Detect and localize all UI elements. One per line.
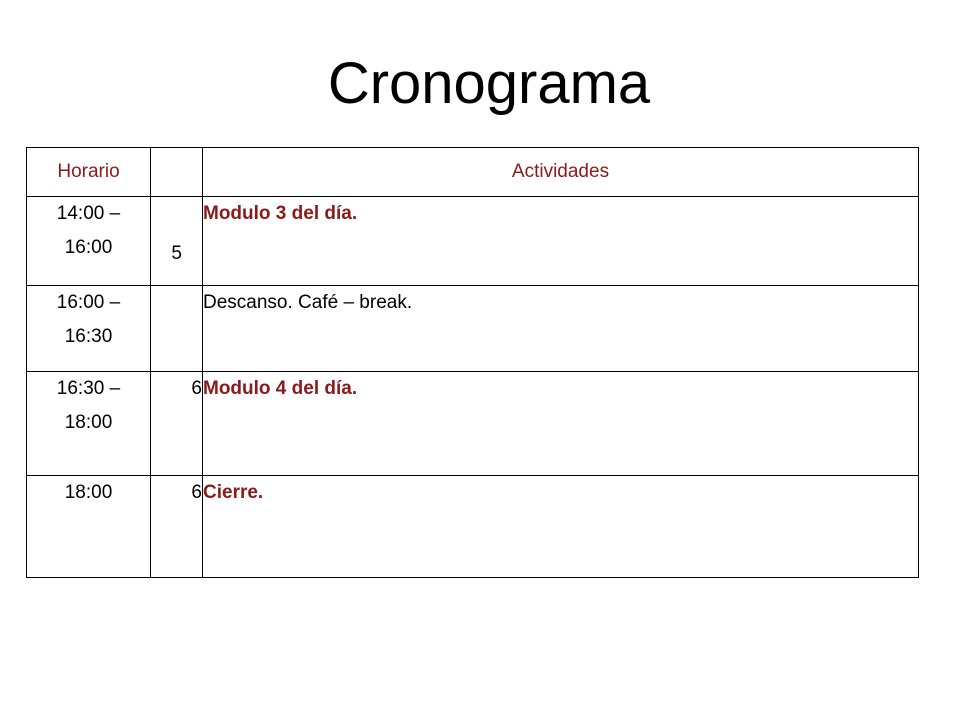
table-row [27,197,919,286]
time-end: 16:00 [64,237,113,258]
time-end: 18:00 [64,412,113,433]
activity-text: Cierre. [203,482,264,503]
day-cell [151,372,203,476]
activity-cell [203,372,919,476]
header-horario: Horario [27,148,151,197]
table-row [27,476,919,578]
day-number: 6 [191,482,202,503]
time-start: 14:00 – [56,203,121,224]
activity-cell [203,286,919,372]
table-row [27,286,919,372]
time-cell [27,197,151,286]
day-number: 6 [191,378,202,399]
table-header-row [27,148,919,197]
header-day [151,148,203,197]
table-row [27,372,919,476]
day-cell [151,476,203,578]
time-start: 16:00 – [56,292,121,313]
activity-text: Descanso. Café – break. [203,292,413,313]
schedule-table [26,147,919,578]
day-cell [151,197,203,286]
activity-cell [203,476,919,578]
time-cell [27,476,151,578]
day-cell [151,286,203,372]
header-actividades: Actividades [203,148,919,197]
page-title: Cronograma [327,51,651,116]
activity-text: Modulo 4 del día. [203,378,358,399]
time-start: 18:00 [64,482,113,503]
activity-text: Modulo 3 del día. [203,203,358,224]
time-cell [27,372,151,476]
time-end: 16:30 [64,326,113,347]
time-cell [27,286,151,372]
activity-cell [203,197,919,286]
time-start: 16:30 – [56,378,121,399]
day-number: 5 [171,243,182,264]
